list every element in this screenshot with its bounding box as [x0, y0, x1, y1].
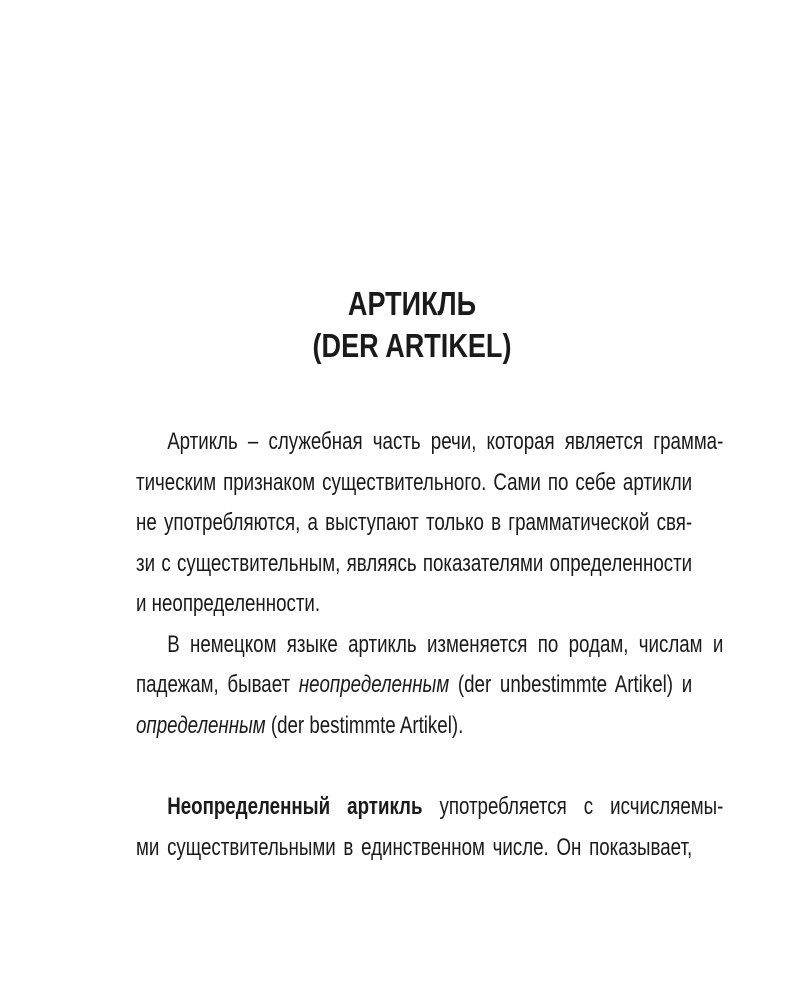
paragraph-1-line-1: Артикль – служебная часть речи, которая является грамма- [167, 428, 724, 455]
paragraph-2-line-3-text: (der bestimmte Artikel). [270, 711, 464, 739]
term-definite: определенным [136, 711, 266, 739]
paragraph-1-line-5: и неопределенности. [136, 590, 321, 617]
body-text [136, 422, 724, 868]
heading-subtitle: (DER ARTIKEL) [312, 327, 512, 364]
paragraph-gap [136, 746, 692, 787]
paragraph-2-line-2-text-b: (der unbestimmte Artikel) и [457, 671, 693, 698]
paragraph-3-line-1 [136, 787, 723, 828]
term-indefinite-article: Неопределенный артикль [167, 793, 423, 820]
paragraph-1-line-2: тическим признаком существительного. Сами по себе артикли [136, 468, 693, 496]
paragraph-2-line-2-text-a: падежам, бывает [136, 671, 291, 698]
heading-title: АРТИКЛЬ [347, 285, 477, 322]
paragraph-1-line-4: зи с существительным, являясь показателями определенности [136, 549, 693, 577]
paragraph-2-line-2 [136, 665, 692, 706]
paragraph-3-line-2: ми существительными в единственном числе. Он показывает, [136, 833, 693, 861]
paragraph-2-line-3 [136, 706, 692, 747]
paragraph-3-line-1-text: употребляется с исчисляемы- [439, 793, 724, 820]
paragraph-2-line-1: В немецком языке артикль изменяется по родам, числам и [167, 630, 724, 658]
paragraph-1-line-3: не употребляются, а выступают только в грамматической свя- [136, 509, 693, 536]
chapter-heading [0, 283, 800, 367]
term-indefinite: неопределенным [298, 671, 450, 698]
